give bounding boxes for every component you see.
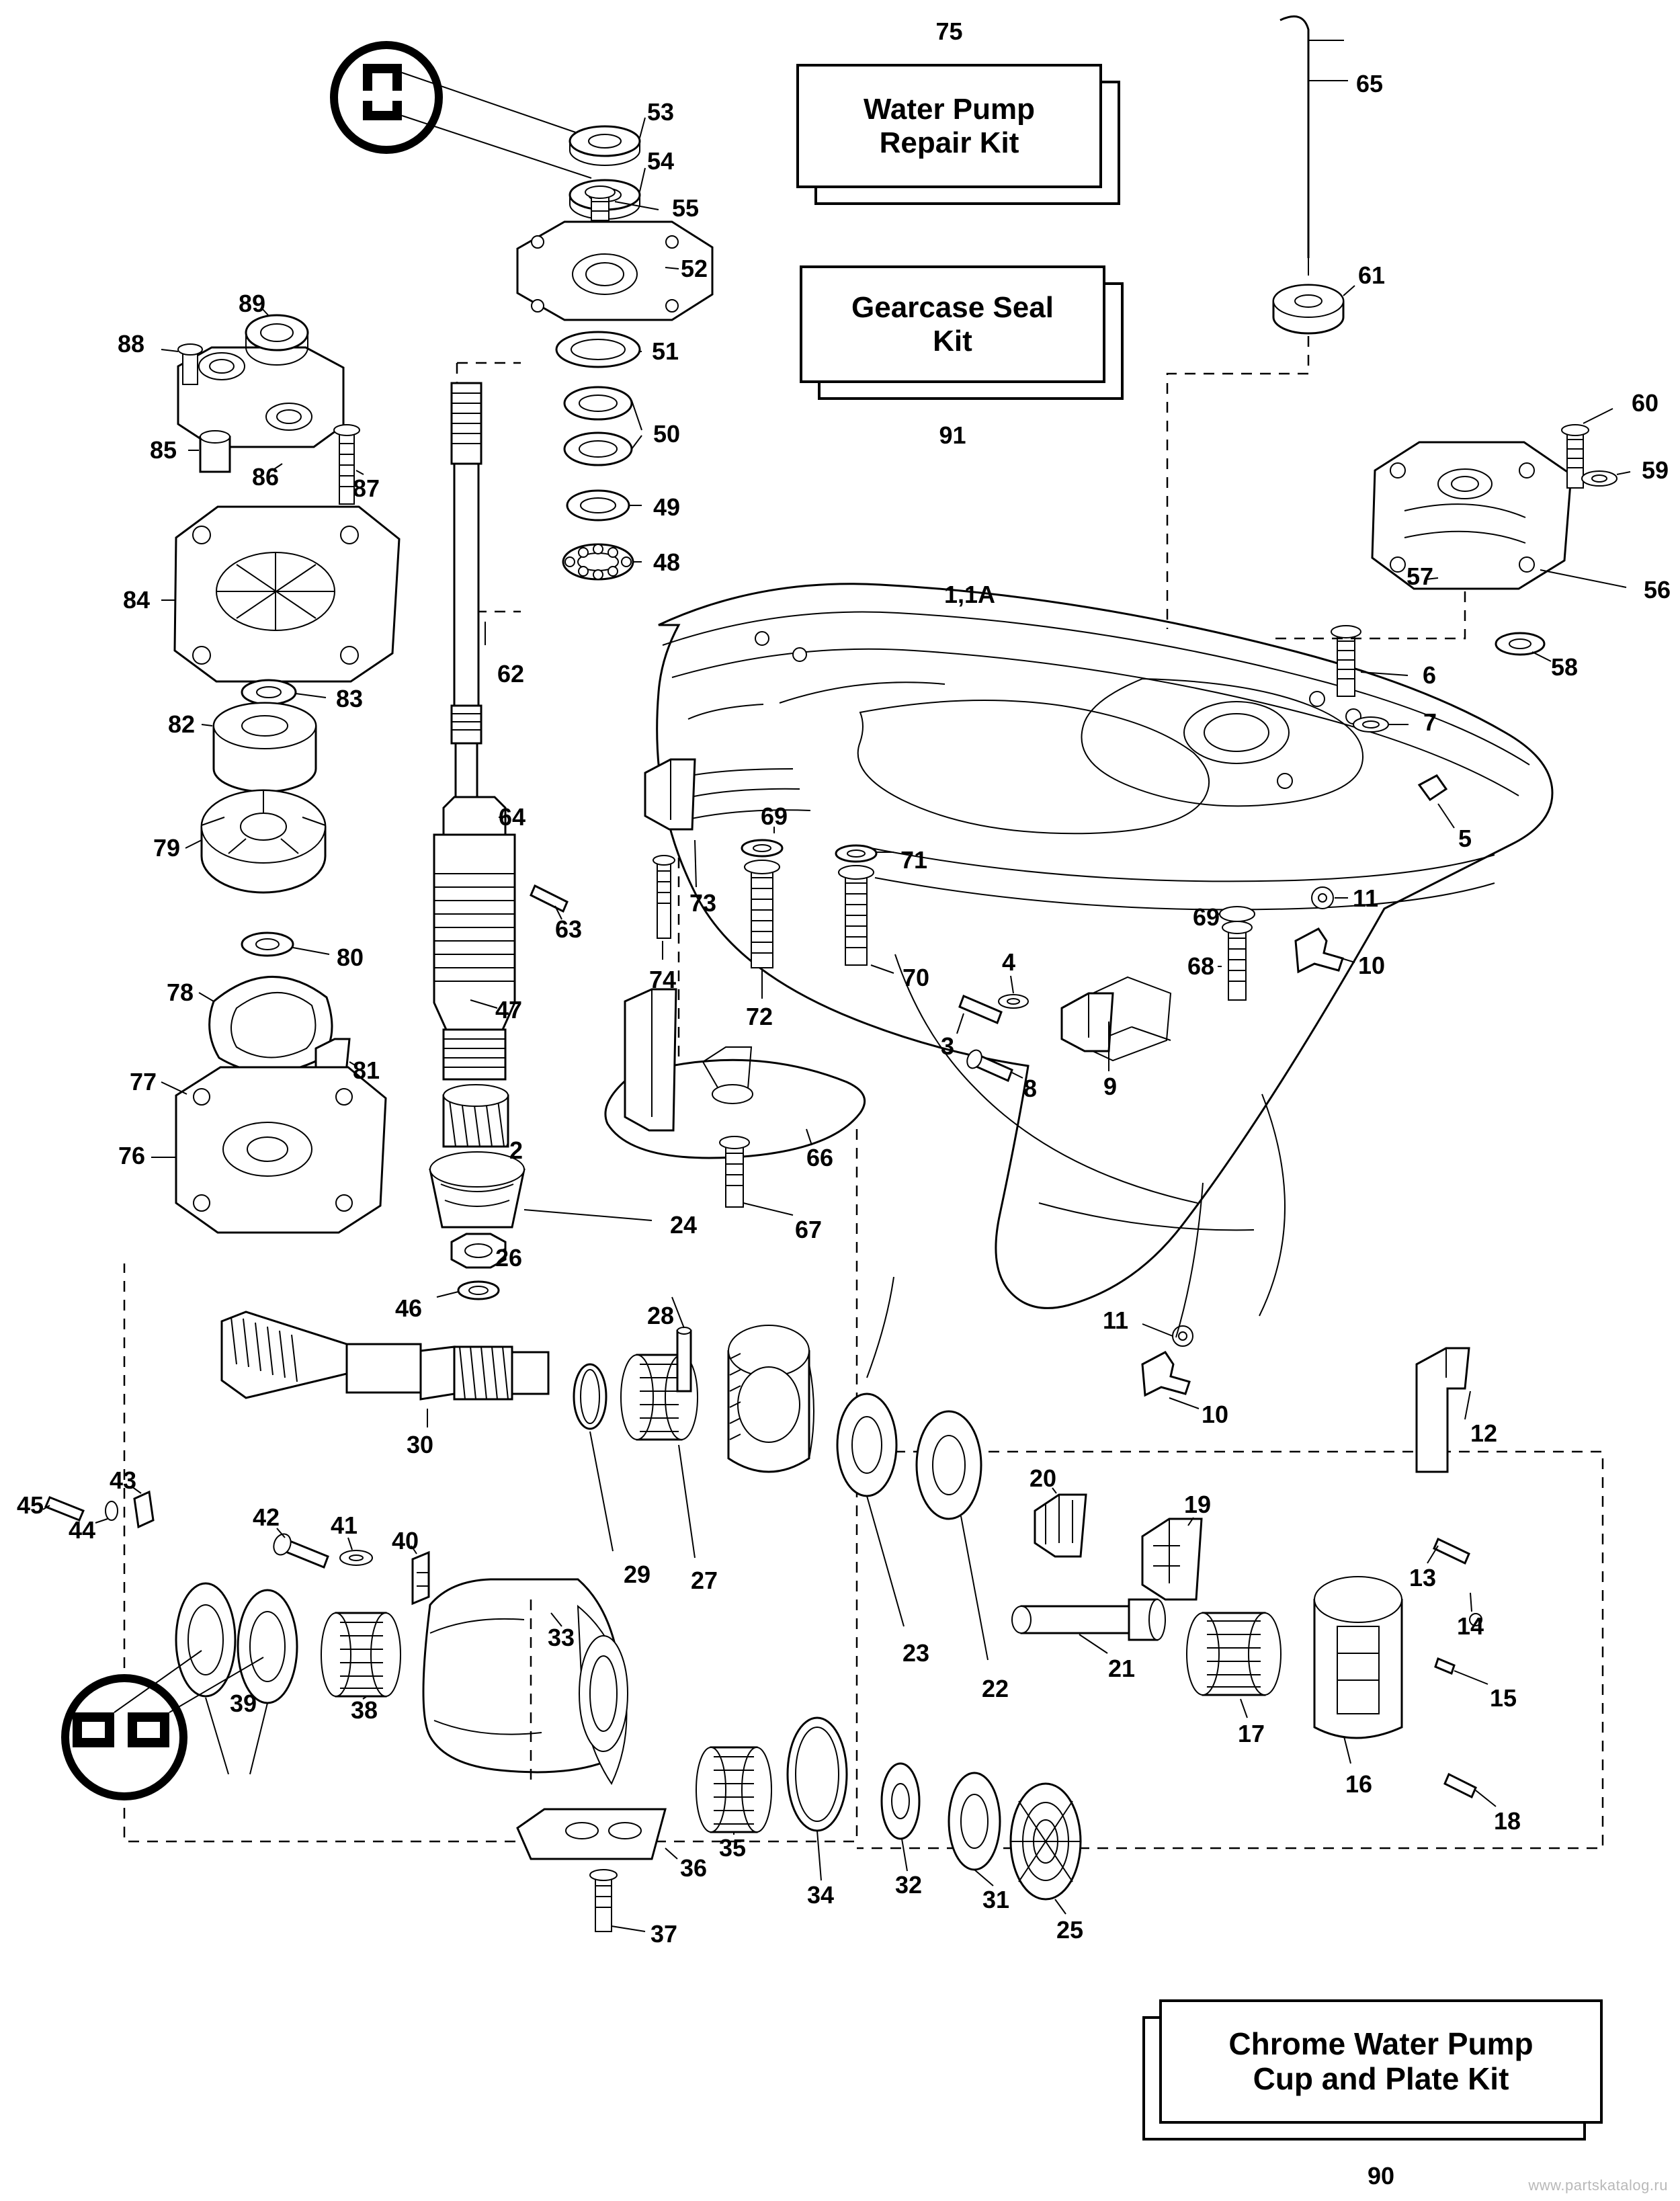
- callout-number: 60: [1631, 389, 1659, 417]
- callout-number: 86: [251, 463, 280, 491]
- callout-number: 21: [1107, 1655, 1136, 1682]
- callout-number: 61: [1357, 261, 1386, 289]
- callout-number: 23: [902, 1639, 930, 1667]
- callout-number: 15: [1489, 1684, 1517, 1712]
- callout-number: 22: [981, 1675, 1009, 1702]
- callout-number: 8: [1023, 1075, 1038, 1102]
- callout-number: 1,1A: [943, 581, 996, 608]
- callout-number: 10: [1357, 952, 1386, 979]
- callout-number: 35: [718, 1834, 747, 1862]
- callout-number: 87: [352, 474, 380, 502]
- callout-number: 71: [900, 846, 928, 874]
- callout-number: 51: [651, 337, 679, 365]
- callout-number: 10: [1201, 1401, 1229, 1428]
- callout-number: 55: [671, 194, 700, 222]
- callout-number: 5: [1458, 825, 1472, 852]
- callout-number: 26: [495, 1244, 523, 1272]
- callout-number: 45: [16, 1491, 44, 1519]
- callout-number: 76: [118, 1142, 146, 1169]
- callout-number: 65: [1355, 70, 1384, 97]
- callout-number: 30: [406, 1431, 434, 1458]
- callout-number: 77: [129, 1068, 157, 1095]
- callout-number: 59: [1641, 456, 1669, 484]
- callout-number: 9: [1103, 1073, 1118, 1100]
- callout-number: 36: [679, 1854, 708, 1882]
- callout-number: 80: [336, 944, 364, 971]
- callout-number: 20: [1029, 1464, 1057, 1492]
- kit-box-gearcase-seal-kit: [800, 265, 1105, 383]
- callout-number: 78: [166, 979, 194, 1006]
- callout-number: 70: [902, 964, 930, 991]
- callout-number: 73: [689, 889, 717, 917]
- kit-number-chrome-water-pump-cup-and-plate-kit: 90: [1367, 2162, 1395, 2190]
- callout-number: 18: [1493, 1807, 1521, 1835]
- callout-number: 46: [394, 1294, 423, 1322]
- callout-number: 85: [149, 436, 177, 464]
- callout-number: 19: [1183, 1491, 1212, 1518]
- callout-number: 34: [806, 1881, 835, 1909]
- callout-number: 67: [794, 1216, 823, 1243]
- callout-number: 89: [238, 290, 266, 317]
- callout-number: 13: [1409, 1564, 1437, 1591]
- callout-number: 52: [680, 255, 708, 282]
- callout-number: 66: [806, 1144, 834, 1171]
- callout-number: 64: [498, 803, 526, 831]
- watermark-text: www.partskatalog.ru: [1528, 2177, 1668, 2194]
- callout-number: 58: [1550, 653, 1579, 681]
- callout-number: 7: [1423, 708, 1437, 736]
- callout-number: 39: [229, 1690, 257, 1717]
- callout-number: 69: [760, 802, 788, 830]
- callout-number: 68: [1187, 952, 1215, 980]
- callout-number: 31: [982, 1886, 1010, 1913]
- callout-number: 41: [330, 1511, 358, 1539]
- callout-number: 17: [1237, 1720, 1265, 1747]
- callout-number: 49: [653, 493, 681, 521]
- callout-number: 12: [1470, 1419, 1498, 1447]
- callout-number: 48: [653, 548, 681, 576]
- callout-number: 72: [745, 1003, 773, 1030]
- kit-label-chrome-water-pump-cup-and-plate-kit: Chrome Water Pump Cup and Plate Kit: [1228, 2026, 1534, 2096]
- callout-number: 69: [1192, 903, 1220, 931]
- callout-number: 25: [1056, 1916, 1084, 1944]
- callout-number: 84: [122, 586, 151, 614]
- callout-number: 82: [167, 710, 196, 738]
- callout-number: 83: [335, 685, 364, 712]
- callout-number: 14: [1456, 1612, 1484, 1640]
- callout-number: 62: [497, 660, 525, 688]
- kit-number-water-pump-repair-kit: 75: [935, 17, 963, 45]
- callout-number: 27: [690, 1567, 718, 1594]
- callout-number: 43: [109, 1466, 137, 1494]
- callout-number: 33: [547, 1624, 575, 1651]
- callout-number: 53: [646, 98, 675, 126]
- callout-number: 16: [1345, 1770, 1373, 1798]
- callout-number: 2: [509, 1136, 523, 1164]
- callout-number: 42: [252, 1503, 280, 1531]
- callout-number: 11: [1102, 1306, 1129, 1334]
- callout-number: 47: [495, 996, 523, 1024]
- callout-number: 57: [1406, 563, 1434, 590]
- callout-number: 88: [117, 330, 145, 358]
- callout-number: 38: [350, 1696, 378, 1724]
- callout-number: 32: [894, 1871, 923, 1899]
- callout-number: 11: [1352, 884, 1379, 912]
- kit-box-water-pump-repair-kit: [796, 64, 1102, 188]
- callout-number: 44: [68, 1516, 96, 1544]
- callout-number: 6: [1422, 661, 1437, 689]
- callout-number: 40: [391, 1527, 419, 1554]
- callout-number: 74: [648, 966, 677, 993]
- callout-number: 4: [1001, 948, 1016, 976]
- callout-number: 29: [623, 1561, 651, 1588]
- callout-number: 54: [646, 147, 675, 175]
- callout-number: 37: [650, 1920, 678, 1948]
- kit-number-gearcase-seal-kit: 91: [939, 421, 966, 449]
- callout-number: 56: [1643, 576, 1671, 604]
- kit-label-gearcase-seal-kit: Gearcase Seal Kit: [851, 291, 1054, 358]
- callout-number: 79: [153, 834, 181, 862]
- callout-number: 3: [940, 1032, 955, 1060]
- callout-number: 24: [669, 1211, 698, 1239]
- callout-number: 50: [653, 420, 681, 448]
- kit-label-water-pump-repair-kit: Water Pump Repair Kit: [863, 93, 1036, 159]
- callout-number: 28: [646, 1302, 675, 1329]
- callout-number: 81: [352, 1056, 380, 1084]
- kit-box-chrome-water-pump-cup-and-plate-kit: [1159, 1999, 1603, 2124]
- callout-number: 63: [554, 915, 583, 943]
